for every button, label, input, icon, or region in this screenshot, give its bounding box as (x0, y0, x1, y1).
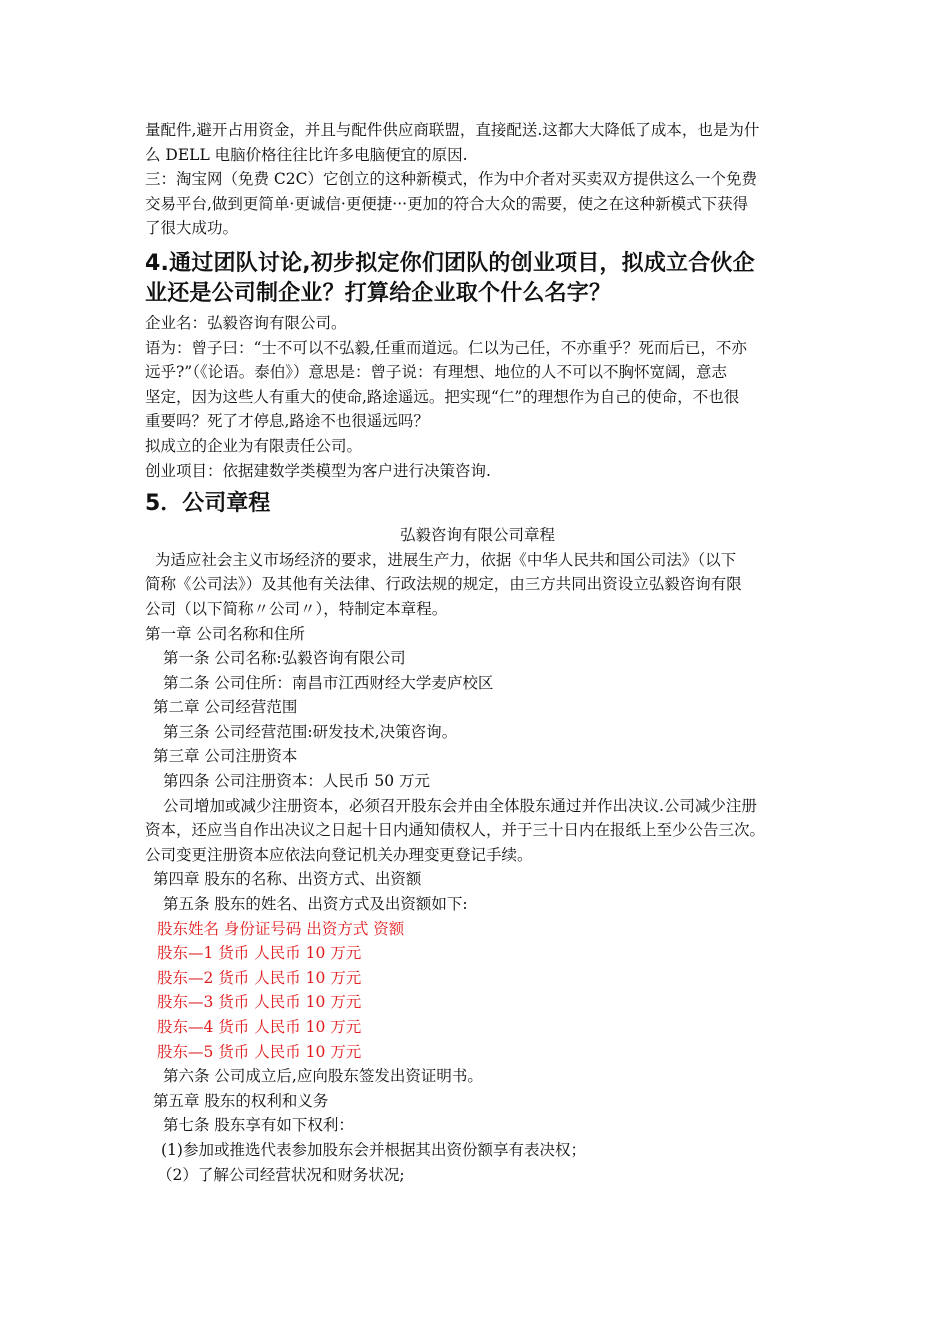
shareholder-header: 股东姓名 身份证号码 出资方式 资额 (157, 919, 405, 938)
shareholder-row: 股东—1 货币 人民币 10 万元 (157, 944, 362, 963)
article-1: 第一条 公司名称:弘毅咨询有限公司 (163, 649, 406, 668)
right-item: （2）了解公司经营状况和财务状况; (157, 1165, 405, 1184)
chapter-1: 第一章 公司名称和住所 (145, 624, 305, 643)
capital-line: 公司变更注册资本应依法向登记机关办理变更登记手续。 (145, 845, 533, 864)
intro-line: 量配件,避开占用资金，并且与配件供应商联盟，直接配送.这都大大降低了成本，也是为什 (145, 121, 760, 139)
project-line: 创业项目：依据建数学类模型为客户进行决策咨询. (145, 461, 491, 480)
intro-line: 三：淘宝网（免费 C2C）它创立的这种新模式，作为中介者对买卖双方提供这么一个免费 (145, 170, 758, 189)
chapter-2: 第二章 公司经营范围 (153, 698, 298, 717)
section-5-heading: 5．公司章程 (145, 491, 271, 517)
quote-line: 坚定，因为这些人有重大的使命,路途遥远。把实现“仁”的理想作为自己的使命，不也很 (145, 387, 740, 406)
quote-line: 重要吗？死了才停息,路途不也很遥远吗？ (145, 412, 429, 431)
chapter-5: 第五章 股东的权利和义务 (153, 1091, 329, 1110)
article-7: 第七条 股东享有如下权利： (163, 1116, 354, 1135)
shareholder-row: 股东—5 货币 人民币 10 万元 (157, 1042, 362, 1061)
heading-line: 4.通过团队讨论,初步拟定你们团队的创业项目，拟成立合伙企 (145, 250, 755, 276)
shareholder-row: 股东—2 货币 人民币 10 万元 (157, 968, 362, 987)
chapter-4: 第四章 股东的名称、出资方式、出资额 (153, 870, 422, 889)
intro-line: 交易平台,做到更简单·更诚信·更便捷···更加的符合大众的需要，使之在这种新模式下获得 (145, 194, 749, 213)
preamble-line: 简称《公司法》）及其他有关法律、行政法规的规定，由三方共同出资设立弘毅咨询有限 (145, 575, 742, 594)
preamble-line: 公司（以下简称〃公司〃），特制定本章程。 (145, 599, 448, 618)
preamble-line: 为适应社会主义市场经济的要求，进展生产力，依据《中华人民共和国公司法》（以下 (145, 550, 737, 569)
section-4-heading (145, 249, 810, 309)
right-item: (1)参加或推选代表参加股东会并根据其出资份额享有表决权； (161, 1140, 586, 1159)
chapter-3: 第三章 公司注册资本 (153, 747, 298, 766)
company-name-line: 企业名：弘毅咨询有限公司。 (145, 313, 347, 332)
shareholder-row: 股东—4 货币 人民币 10 万元 (157, 1018, 362, 1036)
document-page (145, 118, 810, 1187)
article-2: 第二条 公司住所：南昌市江西财经大学麦庐校区 (163, 673, 494, 692)
intro-line: 了很大成功。 (145, 219, 239, 238)
heading-line: 业还是公司制企业？打算给企业取个什么名字？ (145, 280, 612, 306)
shareholder-row: 股东—3 货币 人民币 10 万元 (157, 993, 362, 1012)
article-6: 第六条 公司成立后,应向股东签发出资证明书。 (163, 1067, 483, 1086)
article-4: 第四条 公司注册资本：人民币 50 万元 (163, 772, 431, 791)
quote-line: 语为：曾子曰：“士不可以不弘毅,任重而道远。仁以为己任，不亦重乎？死而后已，不亦 (145, 338, 747, 357)
capital-line: 公司增加或减少注册资本，必须召开股东会并由全体股东通过并作出决议.公司减少注册 (163, 796, 757, 815)
article-5: 第五条 股东的姓名、出资方式及出资额如下: (163, 895, 468, 914)
company-type-line: 拟成立的企业为有限责任公司。 (145, 436, 363, 455)
intro-line: 么 DELL 电脑价格往往比许多电脑便宜的原因. (145, 145, 468, 164)
capital-line: 资本，还应当自作出决议之日起十日内通知债权人，并于三十日内在报纸上至少公告三次。 (145, 821, 766, 840)
quote-line: 远乎?”（《论语。泰伯》）意思是：曾子说：有理想、地位的人不可以不胸怀宽阔，意志 (145, 363, 727, 382)
charter-title: 弘毅咨询有限公司章程 (399, 526, 555, 545)
article-3: 第三条 公司经营范围:研发技术,决策咨询。 (163, 722, 458, 741)
